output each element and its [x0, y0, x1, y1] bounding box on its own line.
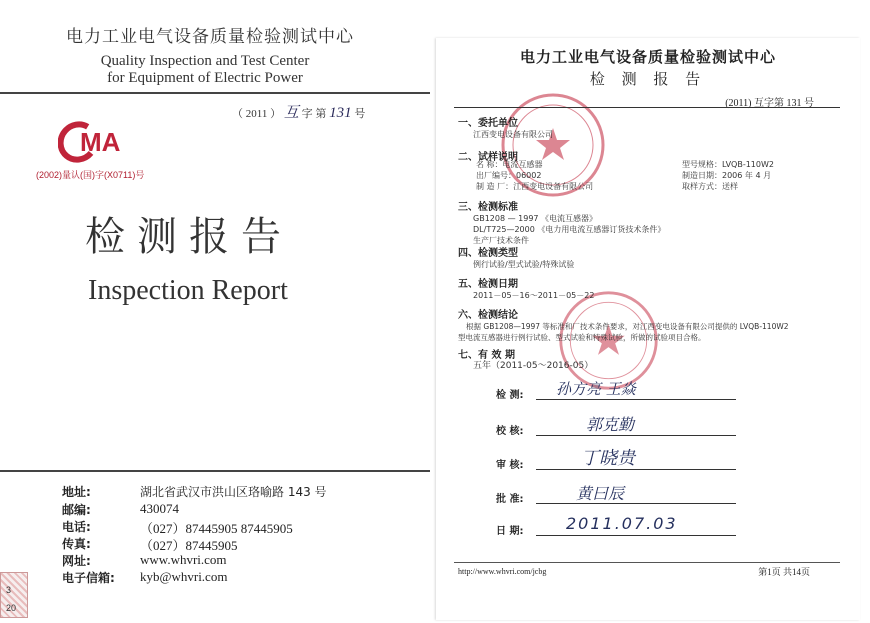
cover-page — [0, 0, 430, 623]
contact-address-value: 湖北省武汉市洪山区珞喻路 143 号 — [140, 485, 327, 499]
cover-title-en: Inspection Report — [88, 275, 288, 306]
report-header-title: 检 测 报 告 — [589, 70, 707, 88]
signature-date-hand: 2011.07.03 — [566, 514, 678, 533]
section-standard-heading: 三、检测标准 — [458, 202, 518, 213]
contact-phone-label: 电话: — [62, 520, 91, 534]
signature-date-line — [536, 535, 736, 536]
report-no-mid: 字 第 — [301, 108, 327, 120]
contact-fax-label: 传真: — [62, 537, 91, 551]
signature-approved-label: 批 准: — [496, 494, 524, 505]
signature-tested-line — [536, 399, 736, 400]
report-no-handwritten-1: 互 — [283, 105, 299, 121]
cma-logo-text: MA — [80, 127, 121, 157]
sample-model: 型号规格：LVQB-110W2 — [682, 160, 774, 169]
section-sample-heading: 二、试样说明 — [458, 152, 518, 163]
signature-checked-label: 校 核: — [496, 426, 524, 437]
signature-reviewed-label: 审 核: — [496, 460, 524, 471]
conclusion-line-1: 根据 GB1208—1997 等标准和厂技术条件要求，对江西变电设备有限公司提供的 LVQB-110W2 — [466, 322, 789, 331]
contact-fax-value: （027）87445905 — [140, 538, 238, 553]
contact-website — [62, 552, 227, 570]
contact-email-label: 电子信箱: — [62, 571, 115, 585]
sample-serial: 出厂编号：06002 — [476, 171, 542, 180]
contact-email — [62, 569, 227, 587]
contact-phone-value: （027）87445905 87445905 — [140, 521, 293, 536]
section-date — [458, 275, 594, 301]
signature-date-label: 日 期: — [496, 526, 524, 537]
section-conclusion-heading: 六、检测结论 — [458, 310, 518, 321]
contact-postcode-value: 430074 — [140, 501, 179, 516]
signature-reviewed-hand: 丁晓贵 — [581, 448, 635, 469]
report-no-handwritten-2: 131 — [329, 105, 352, 121]
cover-top-rule — [0, 92, 430, 94]
corner-label-tag — [0, 572, 28, 618]
contact-website-label: 网址: — [62, 554, 91, 568]
standard-line-1: GB1208 — 1997 《电流互感器》 — [473, 214, 598, 223]
report-page — [436, 38, 860, 620]
section-validity-heading: 七、有 效 期 — [458, 350, 515, 361]
cma-logo-icon — [58, 120, 128, 164]
corner-tag-line1: 3 — [6, 585, 12, 595]
report-footer-page: 第1页 共14页 — [758, 567, 810, 577]
section-client-heading: 一、委托单位 — [458, 118, 518, 129]
signature-tested — [496, 380, 796, 402]
sample-details-left — [476, 159, 593, 192]
report-top-rule — [454, 107, 840, 108]
cover-title-cn: 检测报告 — [85, 214, 293, 260]
conclusion-line-2: 型电流互感器进行例行试验、型式试验和特殊试验，所做的试验项目合格。 — [458, 333, 706, 342]
signature-checked-line — [536, 435, 736, 436]
contact-address — [62, 483, 327, 501]
signature-reviewed — [496, 448, 796, 472]
contact-website-value[interactable]: www.whvri.com — [140, 552, 227, 567]
contact-fax — [62, 535, 238, 553]
cover-org-cn: 电力工业电气设备质量检验测试中心 — [66, 27, 354, 47]
report-no-suffix: 号 — [354, 108, 366, 120]
signature-checked — [496, 415, 796, 438]
section-client-body: 江西变电设备有限公司 — [473, 130, 553, 139]
signature-checked-hand: 郭克勤 — [586, 415, 635, 434]
section-type — [458, 244, 574, 270]
section-date-body: 2011－05－16～2011－05－22 — [473, 291, 595, 300]
report-footer-url[interactable]: http://www.whvri.com/jcbg — [458, 567, 547, 576]
signature-approved — [496, 484, 796, 506]
report-number: (2011) 互字第 131 号 — [725, 98, 814, 109]
signature-approved-hand: 黄曰辰 — [576, 484, 625, 503]
contact-address-label: 地址: — [62, 485, 91, 499]
standard-line-2: DL/T725—2000 《电力用电流互感器订货技术条件》 — [473, 225, 666, 234]
contact-postcode — [62, 501, 179, 519]
cma-accreditation-caption: (2002)量认(国)字(X0711)号 — [36, 170, 145, 180]
section-type-body: 例行试验/型式试验/特殊试验 — [473, 260, 575, 269]
section-client — [458, 114, 553, 140]
section-conclusion — [458, 306, 848, 343]
contact-postcode-label: 邮编: — [62, 503, 91, 517]
signature-tested-label: 检 测: — [496, 390, 524, 401]
contact-phone — [62, 518, 293, 536]
standard-line-3: 生产厂技术条件 — [473, 236, 529, 245]
sample-mfg-date: 制造日期：2006 年 4 月 — [682, 171, 772, 180]
signature-date — [496, 514, 796, 538]
sample-details-right — [682, 159, 774, 192]
report-no-prefix: （ 2011 ） — [232, 108, 282, 120]
report-bottom-rule — [454, 562, 840, 563]
report-header-org: 电力工业电气设备质量检验测试中心 — [519, 48, 776, 66]
section-validity — [458, 346, 593, 372]
section-date-heading: 五、检测日期 — [458, 279, 518, 290]
sample-name: 名 称：电流互感器 — [476, 160, 543, 169]
cover-org-en-line1: Quality Inspection and Test Center — [100, 53, 310, 69]
section-validity-body: 五年（2011-05～2016-05） — [473, 361, 594, 371]
signature-reviewed-line — [536, 469, 736, 470]
signature-approved-line — [536, 503, 736, 504]
section-type-heading: 四、检测类型 — [458, 248, 518, 259]
signature-tested-hand: 孙方亮 王焱 — [556, 380, 636, 398]
cover-report-number — [232, 101, 365, 122]
contact-email-value[interactable]: kyb@whvri.com — [140, 569, 228, 584]
cover-bottom-rule — [0, 470, 430, 472]
corner-tag-line2: 20 — [6, 603, 17, 613]
sample-maker: 制 造 厂：江西变电设备有限公司 — [476, 182, 594, 191]
sample-sampling-method: 取样方式：送样 — [682, 182, 738, 191]
section-standard — [458, 198, 665, 246]
cover-org-en-line2: for Equipment of Electric Power — [107, 70, 303, 86]
